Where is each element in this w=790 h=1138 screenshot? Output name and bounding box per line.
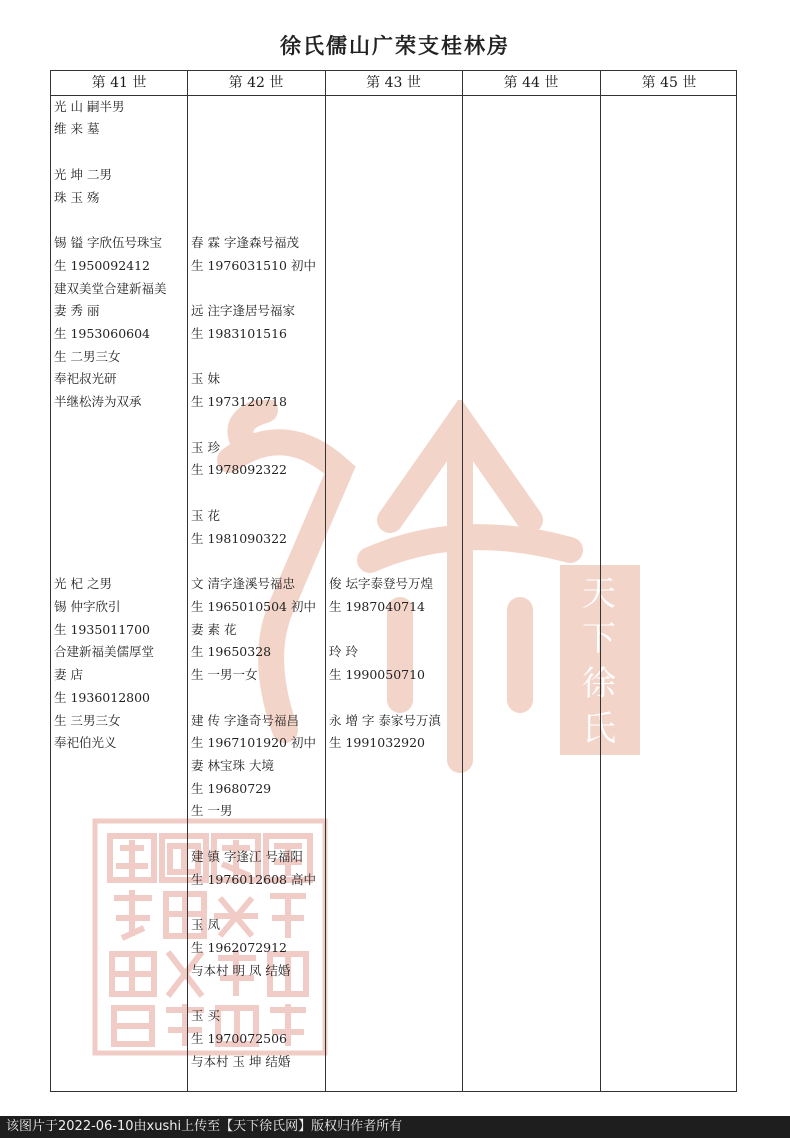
- entry-line: 半继松涛为双承: [54, 394, 142, 409]
- entry-line: 建 镇 字逢江 号福阳: [191, 849, 303, 864]
- column-divider: [462, 71, 463, 1091]
- entry-line: 光 杞 之男: [54, 576, 112, 591]
- entry-line: 生 1976012608 高中: [191, 872, 316, 887]
- entry-line: 玉 珍: [191, 440, 220, 455]
- entry-line: 与本村 明 凤 结婚: [191, 963, 291, 978]
- entry-line: 生 1970072506: [191, 1031, 288, 1046]
- col-header-42: 第 42 世: [228, 75, 284, 91]
- svg-text:天: 天: [582, 574, 616, 614]
- entry-line: 生 1965010504 初中: [191, 599, 316, 614]
- svg-text:下: 下: [582, 619, 616, 659]
- col-header-43: 第 43 世: [366, 75, 421, 91]
- col-header-45: 第 45 世: [641, 75, 697, 91]
- entry-line: 俊 坛字泰登号万煌: [329, 576, 433, 591]
- entry-line: 生 19650328: [191, 644, 272, 659]
- entry-line: 生 二男三女: [54, 349, 121, 364]
- entry-line: 维 来 墓: [54, 121, 100, 136]
- entry-line: 奉祀叔光研: [54, 371, 117, 386]
- genealogy-table: [50, 70, 737, 1092]
- entry-line: 建双美堂合建新福美: [54, 281, 167, 296]
- entry-line: 生 1953060604: [54, 326, 151, 341]
- entry-line: 生 1987040714: [329, 599, 426, 614]
- entry-line: 锡 镒 字欣伍号珠宝: [54, 235, 162, 250]
- entry-line: 合建新福美儒厚堂: [54, 644, 155, 659]
- entry-line: 光 山 嗣半男: [54, 99, 125, 114]
- table-header: [51, 71, 736, 96]
- col-header-44: 第 44 世: [503, 75, 559, 91]
- entry-line: 珠 玉 殇: [54, 190, 100, 205]
- copyright-footer: 该图片于2022-06-10由xushi上传至【天下徐氏网】版权归作者所有: [0, 1116, 790, 1138]
- entry-line: 妻 素 花: [191, 622, 237, 637]
- entry-line: 文 清字逢溪号福忠: [191, 576, 295, 591]
- entry-line: 生 1962072912: [191, 940, 288, 955]
- entry-line: 春 霖 字逢森号福茂: [191, 235, 299, 250]
- entry-line: 玉 买: [191, 1008, 220, 1023]
- entry-line: 生 1990050710: [329, 667, 426, 682]
- entry-line: 奉祀伯光义: [54, 735, 117, 750]
- svg-text:徐: 徐: [582, 664, 616, 704]
- entry-line: 锡 仲字欣引: [54, 599, 121, 614]
- column-divider: [187, 71, 188, 1091]
- entry-line: 永 增 字 泰家号万滇: [329, 713, 441, 728]
- entry-line: 玉 花: [191, 508, 220, 523]
- column-divider: [325, 71, 326, 1091]
- entry-line: 生 1976031510 初中: [191, 258, 316, 273]
- entry-line: 生 三男三女: [54, 713, 121, 728]
- svg-text:氏: 氏: [582, 709, 616, 749]
- entry-line: 生 1950092412: [54, 258, 151, 273]
- page-title: 徐氏儒山广荣支桂林房: [280, 33, 510, 58]
- entry-line: 生 1973120718: [191, 394, 288, 409]
- entry-line: 与本村 玉 坤 结婚: [191, 1054, 291, 1069]
- entry-line: 妻 秀 丽: [54, 303, 100, 318]
- entry-line: 生 1983101516: [191, 326, 288, 341]
- entry-line: 生 1981090322: [191, 531, 288, 546]
- entry-line: 生 1978092322: [191, 462, 288, 477]
- entry-line: 妻 林宝珠 大境: [191, 758, 274, 773]
- col-header-41: 第 41 世: [91, 75, 147, 91]
- entry-line: 生 1967101920 初中: [191, 735, 316, 750]
- entry-line: 玲 玲: [329, 644, 358, 659]
- entry-line: 生 19680729: [191, 781, 272, 796]
- entry-line: 生 一男一女: [191, 667, 258, 682]
- entry-line: 光 坤 二男: [54, 167, 112, 182]
- entry-line: 生 一男: [191, 803, 233, 818]
- entry-line: 生 1935011700: [54, 622, 151, 637]
- entry-line: 建 传 字逢奇号福昌: [191, 713, 299, 728]
- entry-line: 玉 凤: [191, 917, 220, 932]
- entry-line: 生 1991032920: [329, 735, 426, 750]
- column-divider: [600, 71, 601, 1091]
- entry-line: 妻 店: [54, 667, 83, 682]
- entry-line: 生 1936012800: [54, 690, 151, 705]
- entry-line: 远 注字逢居号福家: [191, 303, 295, 318]
- entry-line: 玉 妹: [191, 371, 220, 386]
